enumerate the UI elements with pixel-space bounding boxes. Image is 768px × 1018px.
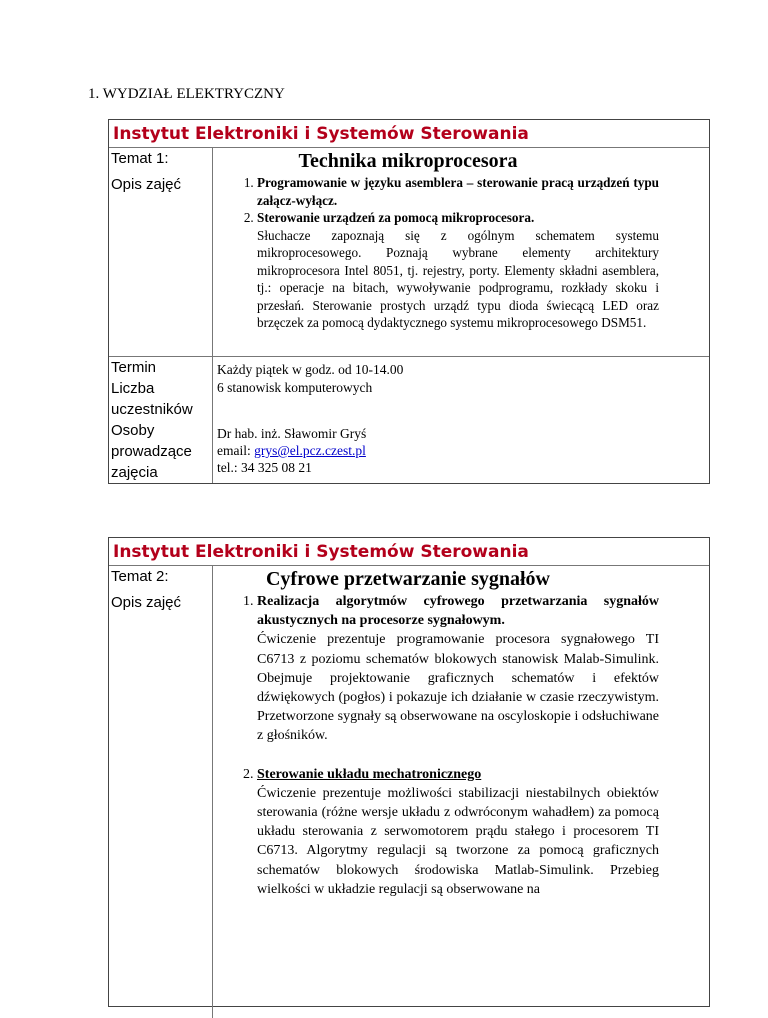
persons-label: Osoby prowadzące zajęcia <box>109 420 213 483</box>
course-title: Cyfrowe przetwarzanie sygnałów <box>265 568 550 590</box>
list-item: 2. Sterowanie układu mechatronicznego Ćwiczenie prezentuje możliwości stabilizacji niestabilnych obiektów sterowania (różne wersje układu z odwróconym wahadłem) za pomocą układu sterowania z serwomotorem prądu stałego i procesorem TI C6713. Algorytmy regulacji są tworzone za pomocą graficznych schematów blokowych środowiska Matlab-Simulink. Przebieg wielkości w układzie regulacji są obserwowane na <box>257 765 659 899</box>
description-label: Opis zajęć <box>109 170 213 356</box>
list-item: 1. Programowanie w języku asemblera – sterowanie pracą urządzeń typu załącz-wyłącz. <box>257 174 659 209</box>
term-label: Termin <box>109 357 213 378</box>
email-label: email: <box>217 443 255 458</box>
person-name: Dr hab. inż. Sławomir Gryś <box>217 426 367 441</box>
topic-label: Temat 2: <box>109 566 213 588</box>
list-item: 2. Sterowanie urządzeń za pomocą mikroprocesora. Słuchacze zapoznają się z ogólnym schematem systemu mikroprocesowego. Poznają wybrane elementy architektury mikroprocesora Intel 8051, tj. rejestry, porty. Elementy składni asemblera, tj.: operacje na bitach, wywoływanie podprogramu, rozkłady skoku i przesłań. Sterowanie prostych urządź typu dioda świecącą LED oraz brzęczek za pomocą dydaktycznego systemu mikroprocesowego DSM51. <box>257 209 659 332</box>
participants-label: Liczba uczestników <box>109 378 213 420</box>
contact-info <box>213 420 370 483</box>
course-table-1 <box>108 119 710 484</box>
description-label: Opis zajęć <box>109 588 213 1018</box>
description-list <box>217 174 659 332</box>
course-table-2 <box>108 537 710 1007</box>
topic-label: Temat 1: <box>109 148 213 170</box>
list-item: 1. Realizacja algorytmów cyfrowego przetwarzania sygnałów akustycznych na procesorze sygnałowym. Ćwiczenie prezentuje programowanie procesora sygnałowego TI C6713 z poziomu schematów blokowych stanowisk Malab-Simulink. Obejmuje projektowanie graficznych schematów i efektów dźwiękowych (pogłos) i pokazuje ich działanie w czasie rzeczywistym. Przetworzone sygnały są obserwowane na oscyloskopie i odsłuchiwane z głośników. <box>257 592 659 746</box>
phone: tel.: 34 325 08 21 <box>217 460 312 475</box>
email-link[interactable]: grys@el.pcz.czest.pl <box>254 443 366 458</box>
section-heading: 1. WYDZIAŁ ELEKTRYCZNY <box>88 86 285 102</box>
participants-value: 6 stanowisk komputerowych <box>217 380 373 395</box>
course-title: Technika mikroprocesora <box>298 150 518 172</box>
term-value: Każdy piątek w godz. od 10-14.00 <box>217 362 404 377</box>
institute-name: Instytut Elektroniki i Systemów Sterowania <box>109 538 709 566</box>
institute-name: Instytut Elektroniki i Systemów Sterowania <box>109 120 709 148</box>
description-list <box>217 592 659 899</box>
